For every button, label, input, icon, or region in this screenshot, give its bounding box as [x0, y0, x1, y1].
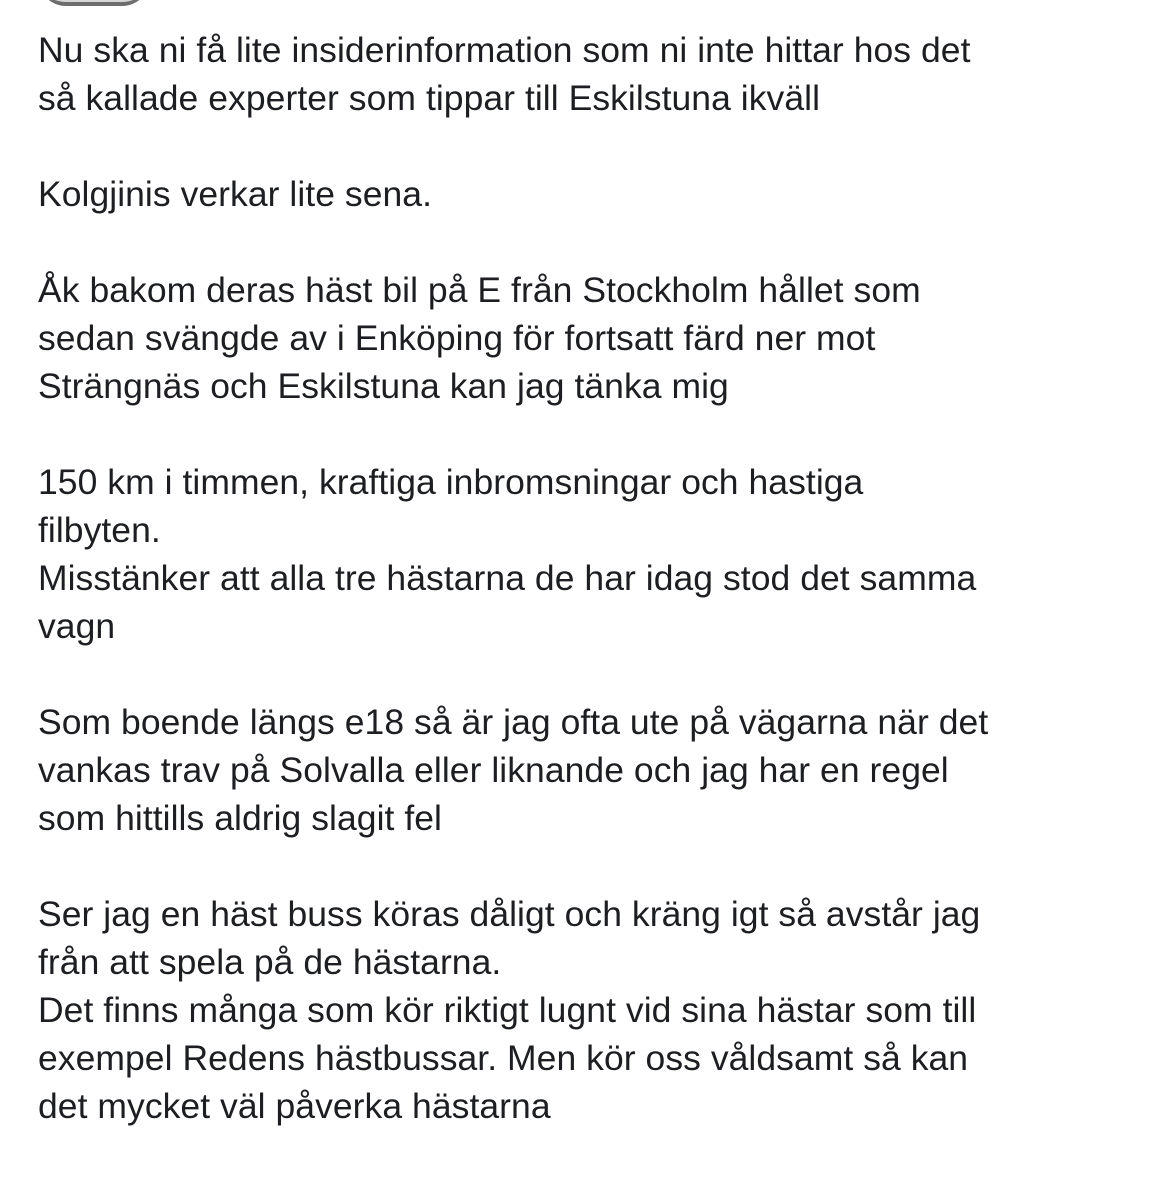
post-paragraph-4: 150 km i timmen, kraftiga inbromsningar och hastiga filbyten. Misstänker att alla tre hästarna de har idag stod det samma vagn — [38, 462, 977, 646]
post-paragraph-5: Som boende längs e18 så är jag ofta ute på vägarna när det vankas trav på Solvalla eller liknande och jag har en regel som hittills aldrig slagit fel — [38, 702, 989, 838]
post-paragraph-2: Kolgjinis verkar lite sena. — [38, 174, 432, 214]
post-text — [38, 26, 1138, 1130]
post-paragraph-1: Nu ska ni få lite insiderinformation som ni inte hittar hos det så kallade experter som tippar till Eskilstuna ikväll — [38, 30, 971, 118]
avatar[interactable] — [38, 0, 150, 6]
post-paragraph-3: Åk bakom deras häst bil på E från Stockholm hållet som sedan svängde av i Enköping för fortsatt färd ner mot Strängnäs och Eskilstuna kan jag tänka mig — [38, 270, 921, 406]
post-paragraph-6: Ser jag en häst buss köras dåligt och kräng igt så avstår jag från att spela på de hästarna. Det finns många som kör riktigt lugnt vid sina hästar som till exempel Redens hästbussar. Men kör oss våldsamt så kan det mycket väl påverka hästarna — [38, 894, 981, 1126]
